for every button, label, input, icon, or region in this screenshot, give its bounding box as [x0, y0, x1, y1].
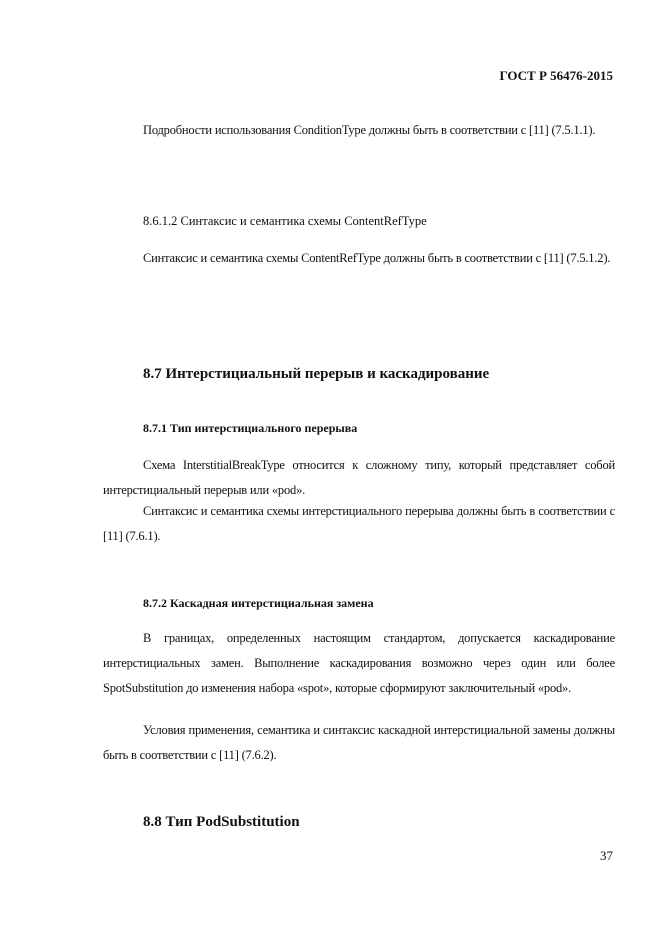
paragraph-interstitialbreaktype: Схема InterstitialBreakType относится к сложному типу, который представляет собой интерстициальный перерыв или «pod».	[103, 458, 615, 497]
paragraph-cascading-conditions: Условия применения, семантика и синтаксис каскадной интерстициальной замены должны быть в соответствии с [11] (7.6.2).	[103, 723, 615, 762]
paragraph-interstitial-syntax: Синтаксис и семантика схемы интерстициального перерыва должны быть в соответствии с [11] (7.6.1).	[103, 504, 615, 543]
heading-8-7-1: 8.7.1 Тип интерстициального перерыва	[143, 421, 358, 435]
page-number: 37	[600, 848, 613, 863]
heading-8-8: 8.8 Тип PodSubstitution	[143, 814, 300, 830]
standard-code: ГОСТ Р 56476-2015	[499, 68, 613, 83]
paragraph-contentreftype: Синтаксис и семантика схемы ContentRefType должны быть в соответствии с [11] (7.5.1.2).	[143, 251, 611, 265]
paragraph-cascading: В границах, определенных настоящим стандартом, допускается каскадирование интерстициальных замен. Выполнение каскадирования возможно через один или более SpotSubstitution до изменения набора «spot», которые сформируют заключительный «pod».	[103, 631, 615, 695]
heading-8-6-1-2: 8.6.1.2 Синтаксис и семантика схемы ContentRefType	[143, 214, 427, 228]
heading-8-7-2: 8.7.2 Каскадная интерстициальная замена	[143, 596, 374, 610]
paragraph-conditiontype: Подробности использования ConditionType должны быть в соответствии с [11] (7.5.1.1).	[143, 123, 596, 137]
heading-8-7: 8.7 Интерстициальный перерыв и каскадирование	[143, 366, 490, 382]
